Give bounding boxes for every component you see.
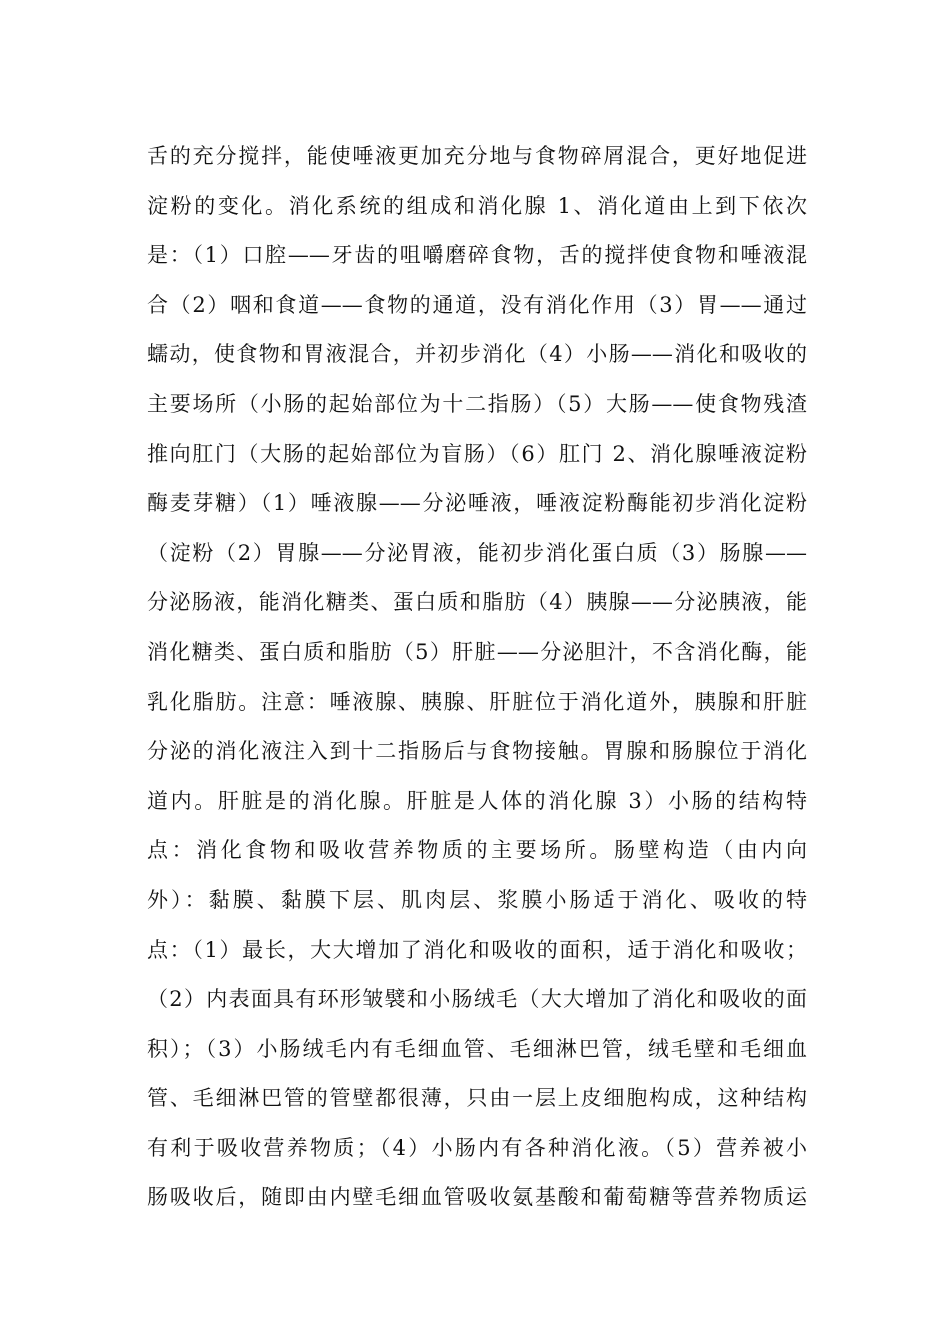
text-line: 点：（1）最长，大大增加了消化和吸收的面积，适于消化和吸收； [147,937,807,962]
text-line: 淀粉的变化。消化系统的组成和消化腺 1、消化道由上到下依次 [147,193,807,218]
text-line: 点：消化食物和吸收营养物质的主要场所。肠壁构造（由内向 [147,838,807,863]
text-line: 分泌肠液，能消化糖类、蛋白质和脂肪（4）胰腺——分泌胰液，能 [147,590,807,615]
text-line: 外）：黏膜、黏膜下层、肌肉层、浆膜小肠适于消化、吸收的特 [147,887,807,912]
text-line: 肠吸收后，随即由内壁毛细血管吸收氨基酸和葡萄糖等营养物质运 [147,1185,807,1210]
text-line: 道内。肝脏是的消化腺。肝脏是人体的消化腺 3）小肠的结构特 [147,788,807,813]
text-line: （淀粉（2）胃腺——分泌胃液，能初步消化蛋白质（3）肠腺—— [147,540,807,565]
text-line: 蠕动，使食物和胃液混合，并初步消化（4）小肠——消化和吸收的 [147,342,807,367]
text-line: 积）；（3）小肠绒毛内有毛细血管、毛细淋巴管，绒毛壁和毛细血 [147,1036,807,1061]
text-line: 消化糖类、蛋白质和脂肪（5）肝脏——分泌胆汁，不含消化酶，能 [147,639,807,664]
text-line: 乳化脂肪。注意：唾液腺、胰腺、肝脏位于消化道外，胰腺和肝脏 [147,689,807,714]
text-line: 主要场所（小肠的起始部位为十二指肠）（5）大肠——使食物残渣 [147,391,807,416]
text-line: 舌的充分搅拌，能使唾液更加充分地与食物碎屑混合，更好地促进 [147,144,807,168]
text-line: 酶麦芽糖）（1）唾液腺——分泌唾液，唾液淀粉酶能初步消化淀粉 [147,491,807,516]
text-line: 分泌的消化液注入到十二指肠后与食物接触。胃腺和肠腺位于消化 [147,739,807,764]
text-line: 推向肛门（大肠的起始部位为盲肠）（6）肛门 2、消化腺唾液淀粉 [147,441,807,466]
text-line: 有利于吸收营养物质；（4）小肠内有各种消化液。（5）营养被小 [147,1135,807,1160]
body-text [147,132,807,1223]
text-line: （2）内表面具有环形皱襞和小肠绒毛（大大增加了消化和吸收的面 [147,987,807,1012]
text-line: 合（2）咽和食道——食物的通道，没有消化作用（3）胃——通过 [147,292,807,317]
text-line: 是：（1）口腔——牙齿的咀嚼磨碎食物，舌的搅拌使食物和唾液混 [147,243,807,268]
text-line: 管、毛细淋巴管的管壁都很薄，只由一层上皮细胞构成，这种结构 [147,1086,807,1111]
